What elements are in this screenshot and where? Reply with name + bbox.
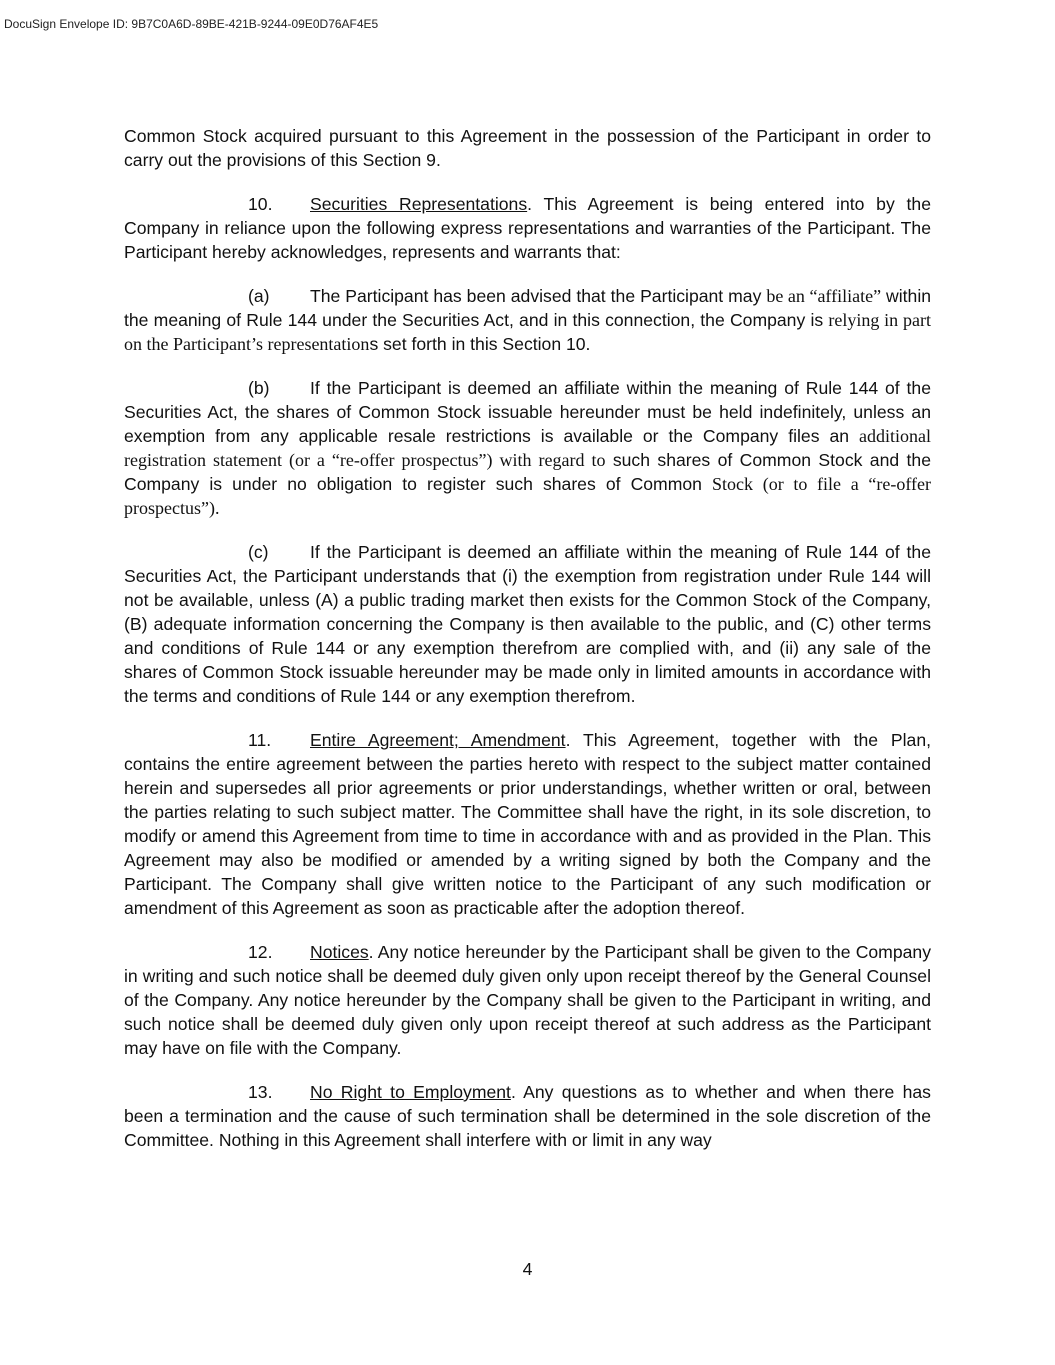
subsection-label: (c): [248, 542, 269, 562]
subsection-text: within the meaning of Rule 144 under the Securities Act, and in this connection, the Company is: [124, 286, 932, 330]
section-heading: Securities Representations: [310, 194, 528, 214]
continuation-paragraph: Common Stock acquired pursuant to this Agreement in the possession of the Participant in order to carry out the provisions of this Section 9.: [124, 126, 931, 170]
section-10: [124, 192, 931, 264]
subsection-text-serif: Stock (or to file a “re-offer prospectus”).: [124, 474, 931, 518]
subsection-a: [124, 284, 931, 356]
section-number: 10.: [248, 194, 273, 214]
subsection-text: s set forth in this Section 10.: [369, 334, 591, 354]
section-body: . This Agreement, together with the Plan, contains the entire agreement between the parties hereto with respect to the subject matter contained herein and supersedes all prior agreements or prior understandings, whether written or oral, between the parties relating to such subject matter. The Committee shall have the right, in its sole discretion, to modify or amend this Agreement from time to time in accordance with and as provided in the Plan. This Agreement may also be modified or amended by a writing signed by both the Company and the Participant. The Company shall give written notice to the Participant of any such modification or amendment of this Agreement as soon as practicable after the adoption thereof.: [124, 730, 931, 918]
document-body: [124, 124, 931, 1172]
docusign-envelope-id: DocuSign Envelope ID: 9B7C0A6D-89BE-421B-9244-09E0D76AF4E5: [4, 17, 379, 31]
subsection-text-serif: relying in part on the Participant’s representation: [124, 310, 931, 354]
section-body: . Any questions as to whether and when there has been a termination and the cause of such termination shall be determined in the sole discretion of the Committee. Nothing in this Agreement shall interfere with or limit in any way: [124, 1082, 931, 1150]
section-12: [124, 940, 931, 1060]
section-11: [124, 728, 931, 920]
section-number: 13.: [248, 1082, 273, 1102]
section-body: . Any notice hereunder by the Participant shall be given to the Company in writing and such notice shall be deemed duly given only upon receipt thereof by the General Counsel of the Company. Any notice hereunder by the Company shall be given to the Participant in writing, and such notice shall be deemed duly given only upon receipt thereof at such address as the Participant may have on file with the Company.: [124, 942, 931, 1058]
subsection-label: (b): [248, 378, 270, 398]
subsection-text: If the Participant is deemed an affiliate within the meaning of Rule 144 of the Securities Act, the Participant understands that (i) the exemption from registration under Rule 144 will not be available, unless (A) a public trading market then exists for the Common Stock of the Company, (B) adequate information concerning the Company is then available to the public, and (C) other terms and conditions of Rule 144 or any exemption therefrom are complied with, and (ii) any sale of the shares of Common Stock issuable hereunder may be made only in limited amounts in accordance with the terms and conditions of Rule 144 or any exemption therefrom.: [124, 542, 931, 706]
subsection-b: [124, 376, 931, 520]
section-13: [124, 1080, 931, 1152]
section-body: . This Agreement is being entered into by the Company in reliance upon the following express representations and warranties of the Participant. The Participant hereby acknowledges, represents and warrants that:: [124, 194, 931, 262]
subsection-text-serif: additional registration statement (or a “re-offer prospectus”) with regard to: [124, 426, 931, 470]
section-heading: Entire Agreement; Amendment: [310, 730, 566, 750]
subsection-label: (a): [248, 286, 270, 306]
section-heading: Notices: [310, 942, 369, 962]
section-heading: No Right to Employment: [310, 1082, 511, 1102]
section-number: 11.: [248, 730, 272, 750]
subsection-text: If the Participant is deemed an affiliate within the meaning of Rule 144 of the Securities Act, the shares of Common Stock issuable hereunder must be held indefinitely, unless an exemption from any applicable resale restrictions is available or the Company files an: [124, 378, 931, 446]
page-number: 4: [522, 1259, 533, 1279]
subsection-text: The Participant has been advised that the Participant may: [310, 286, 767, 306]
subsection-text-serif: be an “affiliate”: [766, 286, 882, 306]
subsection-c: [124, 540, 931, 708]
subsection-text: such shares of Common Stock and the Company is under no obligation to register such shares of Common: [124, 450, 931, 494]
section-number: 12.: [248, 942, 273, 962]
